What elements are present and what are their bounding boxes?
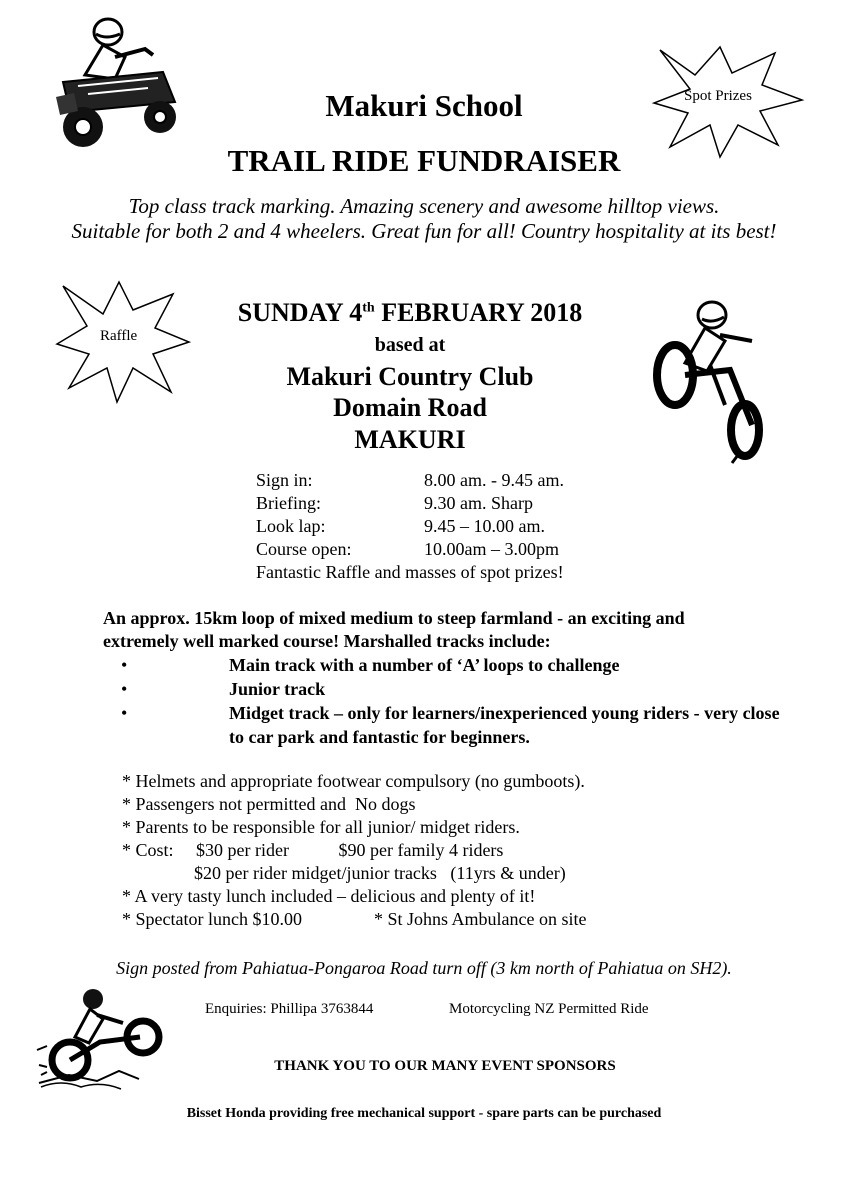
list-item [103,701,789,749]
page-subtitle: TRAIL RIDE FUNDRAISER [227,143,621,178]
rule-item: * Parents to be responsible for all junior/ midget riders. [122,817,520,837]
permitted-ride-note: Motorcycling NZ Permitted Ride [449,1001,649,1017]
raffle-label: Raffle [100,328,138,344]
venue-town: MAKURI [354,425,466,454]
track-name: Main track with a number of ‘A’ loops to challenge [229,655,620,675]
schedule-row [256,492,564,515]
tracks-list [103,653,789,749]
page-title: Makuri School [325,88,523,123]
bullet: • [121,703,128,723]
spot-prizes-label: Spot Prizes [684,88,752,104]
schedule-time: 9.45 – 10.00 am. [424,516,545,536]
schedule-label: Look lap: [256,516,326,536]
schedule-label: Course open: [256,539,352,559]
schedule-time: 10.00am – 3.00pm [424,539,559,559]
schedule-time: 8.00 am. - 9.45 am. [424,470,564,490]
directions-note: Sign posted from Pahiatua-Pongaroa Road turn off (3 km north of Pahiatua on SH2). [116,958,732,978]
bullet: • [121,655,128,675]
event-date-suffix: th [362,300,375,316]
rule-item: $20 per rider midget/junior tracks (11yrs & under) [122,863,566,883]
intro-line-1: Top class track marking. Amazing scenery and awesome hilltop views. [128,194,720,218]
track-name: Junior track [229,679,326,699]
list-item [103,677,789,701]
schedule [256,469,564,584]
schedule-time: 9.30 am. Sharp [424,493,533,513]
enquiries-contact: Enquiries: Phillipa 3763844 [205,1001,374,1017]
event-date-prefix: SUNDAY 4 [237,298,363,327]
rule-item: * Helmets and appropriate footwear compulsory (no gumboots). [122,771,585,791]
venue-name: Makuri Country Club [286,362,534,391]
rule-item: * Spectator lunch $10.00 * St Johns Ambulance on site [122,909,587,929]
quad-bike-rider-illustration [48,12,188,152]
rule-item: * Passengers not permitted and No dogs [122,794,416,814]
schedule-row [256,538,564,561]
sponsor-note: Bisset Honda providing free mechanical support - spare parts can be purchased [186,1106,662,1121]
track-name: Midget track – only for learners/inexperienced young riders - very close to car park and fantastic for beginners. [229,703,780,747]
schedule-note: Fantastic Raffle and masses of spot prizes! [256,562,564,582]
based-at-label: based at [374,334,446,356]
rule-item: * A very tasty lunch included – delicious and plenty of it! [122,886,536,906]
schedule-row [256,515,564,538]
bullet: • [121,679,128,699]
intro-text [40,194,808,244]
rule-item: * Cost: $30 per rider $90 per family 4 riders [122,840,504,860]
venue-road: Domain Road [333,393,487,422]
schedule-label: Briefing: [256,493,321,513]
intro-line-2: Suitable for both 2 and 4 wheelers. Great fun for all! Country hospitality at its best! [71,219,777,243]
list-item [103,653,789,677]
schedule-row [256,469,564,492]
wheelie-rider-illustration [650,295,780,465]
event-date-rest: FEBRUARY 2018 [374,298,583,327]
event-date [180,298,640,328]
sponsors-thanks: THANK YOU TO OUR MANY EVENT SPONSORS [274,1058,616,1074]
rules-list [122,770,586,931]
schedule-label: Sign in: [256,470,313,490]
course-description: An approx. 15km loop of mixed medium to steep farmland - an exciting and extremely well marked course! Marshalled tracks include: [103,608,685,651]
